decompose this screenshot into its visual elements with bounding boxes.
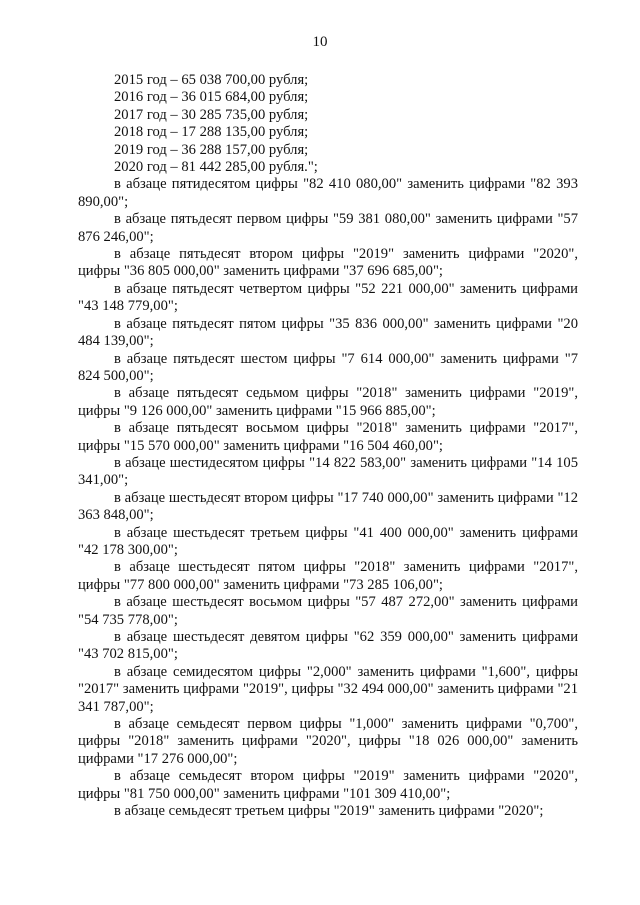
amendment-paragraph: в абзаце пятьдесят первом цифры "59 381 080,00" заменить цифрами "57 876 246,00"; (78, 211, 578, 245)
amendment-paragraph: в абзаце пятьдесят втором цифры "2019" заменить цифрами "2020", цифры "36 805 000,00" заменить цифрами "37 696 685,00"; (78, 246, 578, 280)
amendment-paragraph: в абзаце семидесятом цифры "2,000" заменить цифрами "1,600", цифры "2017" заменить цифрами "2019", цифры "32 494 000,00" заменить цифрами "21 341 787,00"; (78, 663, 578, 715)
amendment-paragraph: в абзаце пятьдесят четвертом цифры "52 221 000,00" заменить цифрами "43 148 779,00"; (78, 280, 578, 315)
page-number: 10 (312, 34, 328, 50)
amendment-paragraph: в абзаце пятидесятом цифры "82 410 080,00" заменить цифрами "82 393 890,00"; (78, 176, 578, 210)
amendment-paragraph: в абзаце шестьдесят пятом цифры "2018" заменить цифрами "2017", цифры "77 800 000,00" заменить цифрами "73 285 106,00"; (78, 559, 578, 593)
amendment-paragraph: в абзаце семьдесят первом цифры "1,000" заменить цифрами "0,700", цифры "2018" заменить цифрами "2020", цифры "18 026 000,00" заменить цифрами "17 276 000,00"; (78, 716, 578, 767)
year-amount-line: 2017 год – 30 285 735,00 рубля; (114, 106, 309, 123)
document-body (78, 72, 578, 820)
amendment-paragraph: в абзаце пятьдесят пятом цифры "35 836 000,00" заменить цифрами "20 484 139,00"; (78, 315, 578, 350)
amendment-paragraph: в абзаце шестьдесят девятом цифры "62 359 000,00" заменить цифрами "43 702 815,00"; (78, 629, 578, 663)
amendment-paragraph: в абзаце семьдесят третьем цифры "2019" заменить цифрами "2020"; (114, 803, 544, 820)
amendment-paragraph: в абзаце шестидесятом цифры "14 822 583,00" заменить цифрами "14 105 341,00"; (78, 454, 578, 489)
amendment-paragraph: в абзаце пятьдесят седьмом цифры "2018" заменить цифрами "2019", цифры "9 126 000,00" заменить цифрами "15 966 885,00"; (78, 385, 578, 419)
amendment-paragraph: в абзаце шестьдесят втором цифры "17 740 000,00" заменить цифрами "12 363 848,00"; (78, 489, 578, 524)
year-amount-line: 2020 год – 81 442 285,00 рубля."; (114, 159, 318, 176)
amendment-paragraph: в абзаце семьдесят втором цифры "2019" заменить цифрами "2020", цифры "81 750 000,00" заменить цифрами "101 309 410,00"; (78, 768, 578, 802)
amendment-paragraph: в абзаце пятьдесят шестом цифры "7 614 000,00" заменить цифрами "7 824 500,00"; (78, 350, 578, 384)
amendment-paragraph: в абзаце пятьдесят восьмом цифры "2018" заменить цифрами "2017", цифры "15 570 000,00" заменить цифрами "16 504 460,00"; (78, 420, 578, 454)
year-amount-line: 2019 год – 36 288 157,00 рубля; (114, 141, 309, 158)
amendment-paragraph: в абзаце шестьдесят восьмом цифры "57 487 272,00" заменить цифрами "54 735 778,00"; (78, 594, 578, 628)
amendment-paragraph: в абзаце шестьдесят третьем цифры "41 400 000,00" заменить цифрами "42 178 300,00"; (78, 524, 578, 558)
year-amount-line: 2018 год – 17 288 135,00 рубля; (114, 124, 309, 141)
year-amount-line: 2016 год – 36 015 684,00 рубля; (114, 89, 309, 106)
year-amount-line: 2015 год – 65 038 700,00 рубля; (114, 72, 309, 88)
